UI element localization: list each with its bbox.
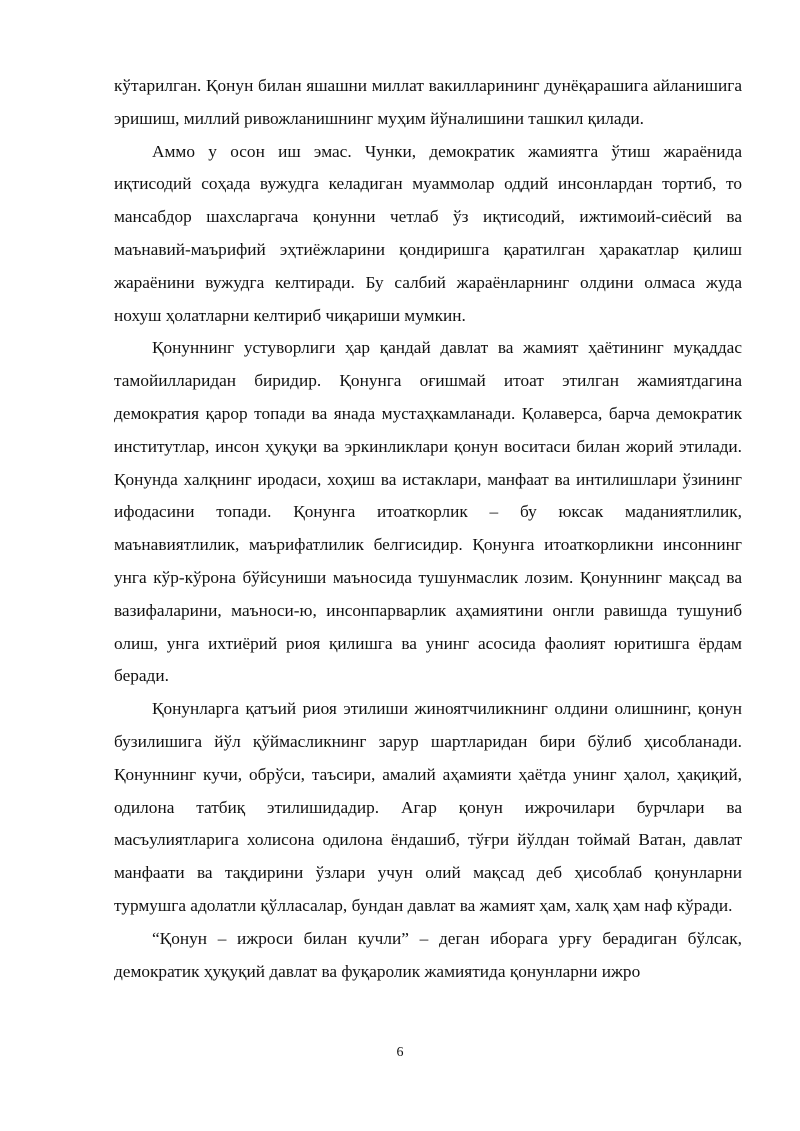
paragraph-continuation: кўтарилган. Қонун билан яшашни миллат вакилларининг дунёқарашига айланишига эришиш, миллий ривожланишнинг муҳим йўналишини ташкил қилади. [114, 76, 742, 128]
page-number: 6 [396, 1045, 404, 1060]
paragraph: Аммо у осон иш эмас. Чунки, демократик жамиятга ўтиш жараёнида иқтисодий соҳада вужудга келадиган муаммолар оддий инсонлардан тортиб, то мансабдор шахсларгача қонунни четлаб ўз иқтисодий, ижтимоий-сиёсий ва маънавий-маърифий эҳтиёжларини қондиришга қаратилган ҳаракатлар қилиш жараёнини вужудга келтиради. Бу салбий жараёнларнинг олдини олмаса жуда нохуш ҳолатларни келтириб чиқариши мумкин. [114, 141, 742, 325]
paragraph: “Қонун – ижроси билан кучли” – деган иборага урғу берадиган бўлсак, демократик ҳуқуқий давлат ва фуқаролик жамиятида қонунларни ижро [114, 928, 742, 981]
paragraph: Қонунларга қатъий риоя этилиши жиноятчиликнинг олдини олишнинг, қонун бузилишига йўл қўймасликнинг зарур шартларидан бири бўлиб ҳисобланади. Қонуннинг кучи, обрўси, таъсири, амалий аҳамияти ҳаётда унинг ҳалол, ҳақиқий, одилона татбиқ этилишидадир. Агар қонун ижрочилари бурчлари ва масъулиятларига холисона одилона ёндашиб, тўғри йўлдан тоймай Ватан, давлат манфаати ва тақдирини ўзлари учун олий мақсад деб ҳисоблаб қонунларни турмушга адолатли қўлласалар, бундан давлат ва жамият ҳам, халқ ҳам наф кўради. [114, 699, 742, 915]
paragraph: Қонуннинг устуворлиги ҳар қандай давлат ва жамият ҳаётининг муқаддас тамойилларидан биридир. Қонунга оғишмай итоат этилган жамиятдагина демократия қарор топади ва янада мустаҳкамланади. Қолаверса, барча демократик институтлар, инсон ҳуқуқи ва эркинликлари қонун воситаси билан жорий этилади. Қонунда халқнинг иродаси, хоҳиш ва истаклари, манфаат ва интилишлари ўзининг ифодасини топади. Қонунга итоаткорлик – бу юксак маданиятлилик, маънавиятлилик, маърифатлилик белгисидир. Қонунга итоаткорликни инсоннинг унга кўр-кўрона бўйсуниши маъносида тушунмаслик лозим. Қонуннинг мақсад ва вазифаларини, маъноси-ю, инсонпарварлик аҳамиятини онгли равишда тушуниб олиш, унга ихтиёрий риоя қилишга ва унинг асосида фаолият юритишга ёрдам беради. [114, 338, 742, 686]
body-text [114, 70, 742, 988]
